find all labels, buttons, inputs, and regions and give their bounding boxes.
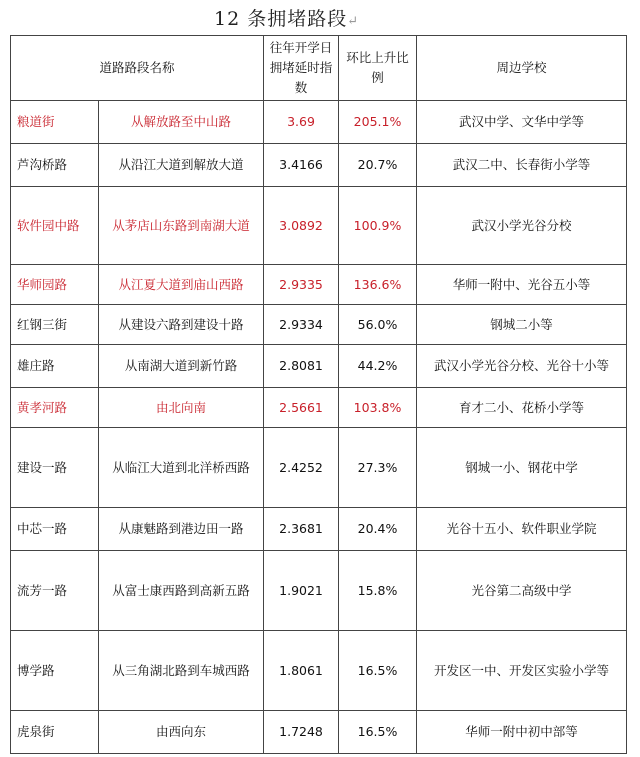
index-cell: 1.9021 [264, 551, 339, 631]
segment-cell: 从沿江大道到解放大道 [99, 144, 264, 187]
schools-cell: 武汉二中、长春街小学等 [417, 144, 627, 187]
header-ratio: 环比上升比例 [339, 36, 417, 101]
ratio-cell: 44.2% [339, 345, 417, 388]
index-cell: 2.9335 [264, 265, 339, 305]
ratio-cell: 27.3% [339, 428, 417, 508]
table-row [11, 305, 627, 345]
road-name-cell: 流芳一路 [11, 551, 99, 631]
table-row [11, 144, 627, 187]
segment-cell: 从解放路至中山路 [99, 101, 264, 144]
index-cell: 3.4166 [264, 144, 339, 187]
index-cell: 2.3681 [264, 508, 339, 551]
index-cell: 2.9334 [264, 305, 339, 345]
table-header-row [11, 36, 627, 101]
road-name-cell: 中芯一路 [11, 508, 99, 551]
segment-cell: 从三角湖北路到车城西路 [99, 631, 264, 711]
segment-cell: 由西向东 [99, 711, 264, 754]
schools-cell: 光谷第二高级中学 [417, 551, 627, 631]
schools-cell: 钢城一小、钢花中学 [417, 428, 627, 508]
segment-cell: 从南湖大道到新竹路 [99, 345, 264, 388]
table-row [11, 631, 627, 711]
road-name-cell: 软件园中路 [11, 187, 99, 265]
ratio-cell: 205.1% [339, 101, 417, 144]
table-row [11, 428, 627, 508]
index-cell: 3.0892 [264, 187, 339, 265]
schools-cell: 钢城二小等 [417, 305, 627, 345]
road-name-cell: 粮道街 [11, 101, 99, 144]
schools-cell: 武汉中学、文华中学等 [417, 101, 627, 144]
schools-cell: 华师一附中初中部等 [417, 711, 627, 754]
index-cell: 3.69 [264, 101, 339, 144]
index-cell: 2.8081 [264, 345, 339, 388]
ratio-cell: 136.6% [339, 265, 417, 305]
table-row [11, 388, 627, 428]
header-index: 往年开学日拥堵延时指数 [264, 36, 339, 101]
table-row [11, 711, 627, 754]
road-name-cell: 芦沟桥路 [11, 144, 99, 187]
index-cell: 1.8061 [264, 631, 339, 711]
ratio-cell: 20.4% [339, 508, 417, 551]
page-title [214, 4, 359, 31]
ratio-cell: 16.5% [339, 631, 417, 711]
ratio-cell: 16.5% [339, 711, 417, 754]
table-row [11, 187, 627, 265]
table-row [11, 265, 627, 305]
title-text: 12 条拥堵路段 [214, 8, 348, 30]
road-name-cell: 虎泉街 [11, 711, 99, 754]
road-name-cell: 建设一路 [11, 428, 99, 508]
segment-cell: 从临江大道到北洋桥西路 [99, 428, 264, 508]
table-row [11, 508, 627, 551]
road-name-cell: 红钢三街 [11, 305, 99, 345]
segment-cell: 从江夏大道到庙山西路 [99, 265, 264, 305]
schools-cell: 育才二小、花桥小学等 [417, 388, 627, 428]
paragraph-mark-icon: ↵ [347, 14, 360, 29]
schools-cell: 开发区一中、开发区实验小学等 [417, 631, 627, 711]
segment-cell: 从康魅路到港边田一路 [99, 508, 264, 551]
congestion-table [10, 35, 627, 754]
ratio-cell: 56.0% [339, 305, 417, 345]
index-cell: 2.5661 [264, 388, 339, 428]
schools-cell: 武汉小学光谷分校 [417, 187, 627, 265]
ratio-cell: 15.8% [339, 551, 417, 631]
index-cell: 2.4252 [264, 428, 339, 508]
schools-cell: 华师一附中、光谷五小等 [417, 265, 627, 305]
road-name-cell: 雄庄路 [11, 345, 99, 388]
schools-cell: 光谷十五小、软件职业学院 [417, 508, 627, 551]
index-cell: 1.7248 [264, 711, 339, 754]
road-name-cell: 华师园路 [11, 265, 99, 305]
ratio-cell: 100.9% [339, 187, 417, 265]
header-schools: 周边学校 [417, 36, 627, 101]
segment-cell: 从茅店山东路到南湖大道 [99, 187, 264, 265]
ratio-cell: 103.8% [339, 388, 417, 428]
ratio-cell: 20.7% [339, 144, 417, 187]
table-row [11, 101, 627, 144]
schools-cell: 武汉小学光谷分校、光谷十小等 [417, 345, 627, 388]
table-row [11, 551, 627, 631]
header-road-name: 道路路段名称 [11, 36, 264, 101]
road-name-cell: 黄孝河路 [11, 388, 99, 428]
road-name-cell: 博学路 [11, 631, 99, 711]
segment-cell: 由北向南 [99, 388, 264, 428]
table-row [11, 345, 627, 388]
segment-cell: 从建设六路到建设十路 [99, 305, 264, 345]
segment-cell: 从富士康西路到高新五路 [99, 551, 264, 631]
